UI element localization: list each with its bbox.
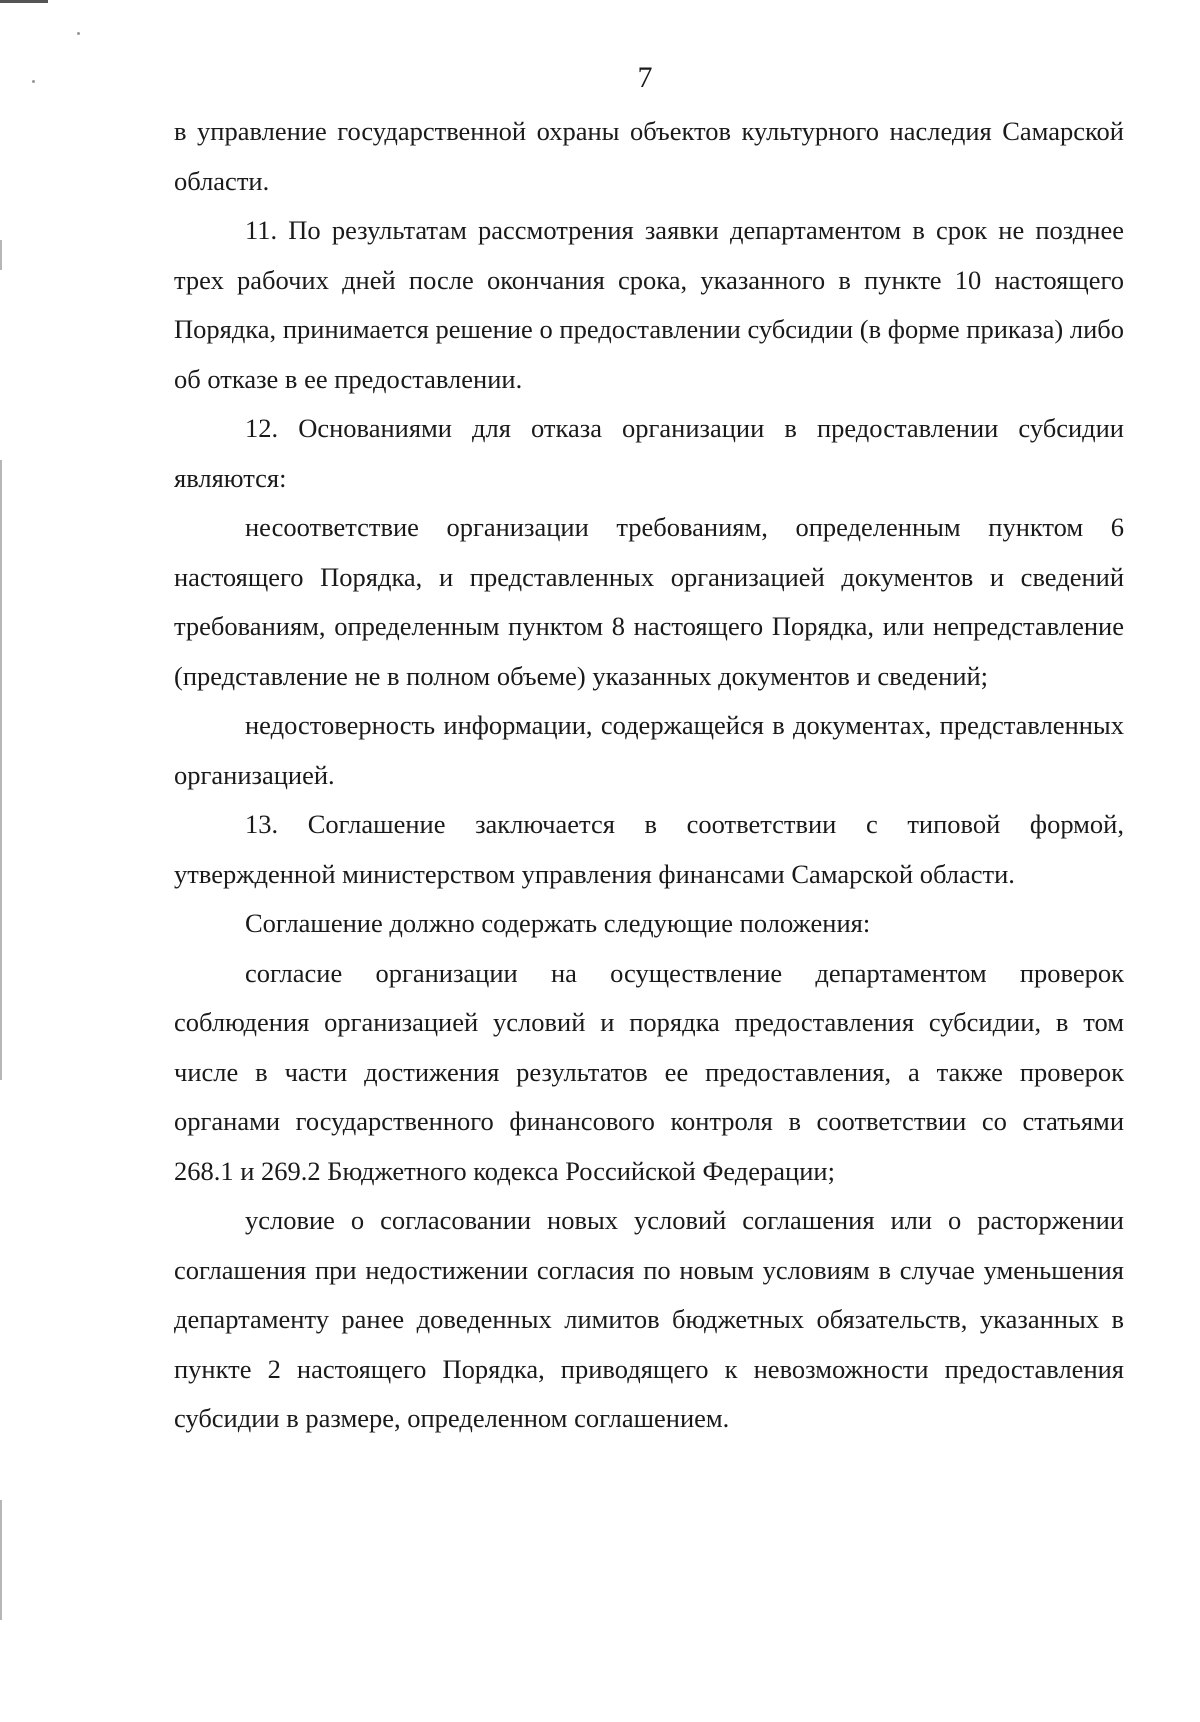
paragraph: 12. Основаниями для отказа организации в предоставлении субсидии являются: bbox=[174, 413, 1124, 493]
scan-artifact-top bbox=[0, 0, 48, 3]
paragraph: согласие организации на осуществление департаментом проверок соблюдения организацией условий и порядка предоставления субсидии, в том числе в части достижения результатов ее предоставления, а также проверок органами государственного финансового контроля в соответствии со статьями 268.1 и 269.2 Бюджетного кодекса Российской Федерации; bbox=[174, 957, 1124, 1186]
page-number: 7 bbox=[637, 61, 653, 94]
scan-speck bbox=[77, 32, 80, 35]
paragraph: Соглашение должно содержать следующие положения: bbox=[245, 908, 871, 938]
scan-artifact-edge bbox=[0, 1500, 2, 1620]
paragraph: условие о согласовании новых условий соглашения или о расторжении соглашения при недостижении согласия по новым условиям в случае уменьшения департаменту ранее доведенных лимитов бюджетных обязательств, указанных в пункте 2 настоящего Порядка, приводящего к невозможности предоставления субсидии в размере, определенном соглашением. bbox=[174, 1205, 1124, 1433]
paragraph: 11. По результатам рассмотрения заявки департаментом в срок не позднее трех рабочих дней после окончания срока, указанного в пункте 10 настоящего Порядка, принимается решение о предоставлении субсидии (в форме приказа) либо об отказе в ее предоставлении. bbox=[174, 215, 1124, 394]
paragraph: несоответствие организации требованиям, определенным пунктом 6 настоящего Порядка, и представленных организацией документов и сведений требованиям, определенным пунктом 8 настоящего Порядка, или непредставление (представление не в полном объеме) указанных документов и сведений; bbox=[174, 512, 1124, 691]
document-body bbox=[174, 107, 1124, 1444]
paragraph: недостоверность информации, содержащейся в документах, представленных организацией. bbox=[174, 710, 1124, 790]
paragraph: в управление государственной охраны объектов культурного наследия Самарской области. bbox=[174, 116, 1124, 196]
scan-artifact-edge bbox=[0, 460, 2, 1080]
scan-artifact-edge bbox=[0, 240, 2, 270]
paragraph: 13. Соглашение заключается в соответствии с типовой формой, утвержденной министерством управления финансами Самарской области. bbox=[174, 809, 1124, 889]
